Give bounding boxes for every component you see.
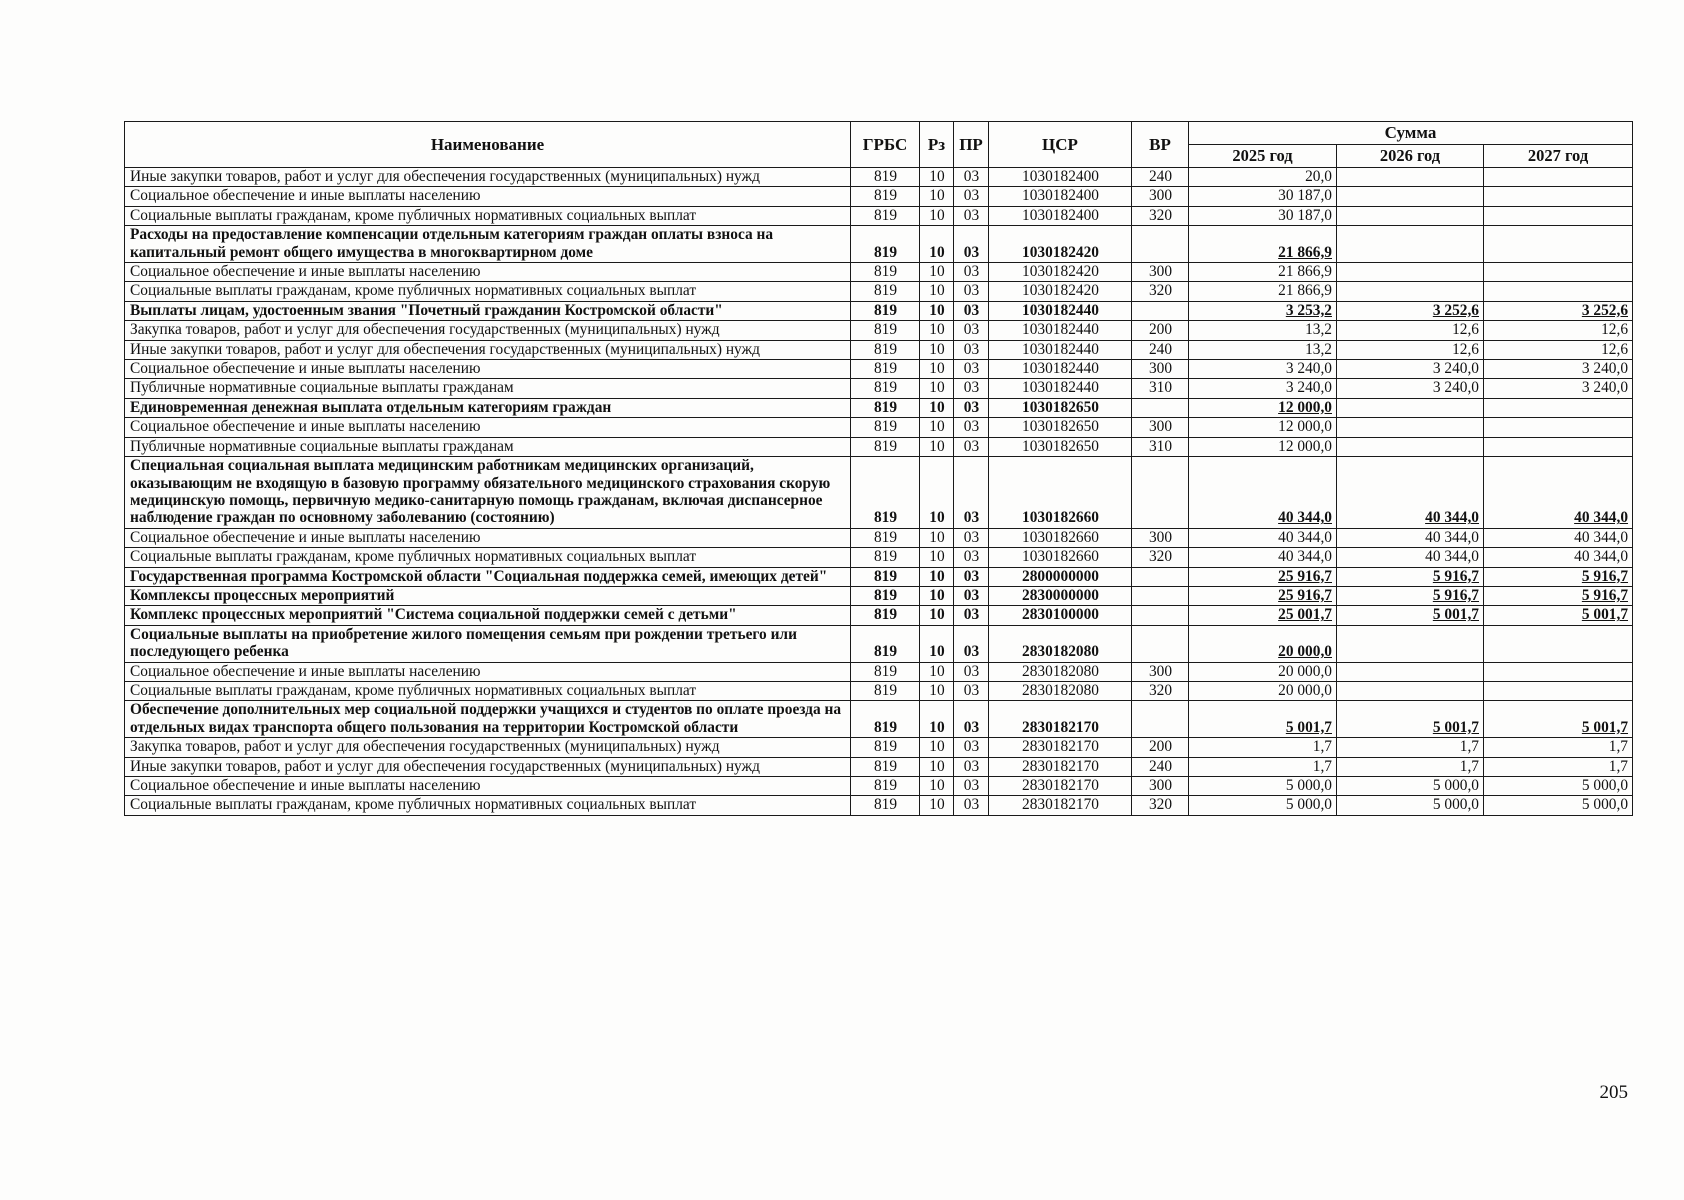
- cell-csr: 2830182080: [989, 681, 1132, 700]
- header-year-2025: 2025 год: [1189, 145, 1337, 168]
- table-row: [125, 437, 1633, 456]
- cell-csr: 2830182170: [989, 738, 1132, 757]
- cell-vr: 310: [1132, 437, 1189, 456]
- cell-rz: 10: [920, 418, 954, 437]
- cell-vr: 200: [1132, 321, 1189, 340]
- cell-vr: [1132, 226, 1189, 263]
- cell-vr: [1132, 701, 1189, 738]
- cell-2025: 1,7: [1189, 738, 1337, 757]
- cell-name: Социальные выплаты гражданам, кроме публичных нормативных социальных выплат: [125, 282, 851, 301]
- table-row: [125, 457, 1633, 529]
- cell-csr: 1030182650: [989, 418, 1132, 437]
- cell-pr: 03: [954, 662, 989, 681]
- table-row: [125, 379, 1633, 398]
- cell-2026: [1337, 437, 1484, 456]
- cell-vr: 240: [1132, 168, 1189, 187]
- cell-pr: 03: [954, 360, 989, 379]
- cell-rz: 10: [920, 777, 954, 796]
- cell-2026: 3 252,6: [1337, 301, 1484, 320]
- cell-grbs: 819: [851, 379, 920, 398]
- cell-rz: 10: [920, 437, 954, 456]
- cell-2027: 5 000,0: [1484, 796, 1633, 815]
- cell-csr: 1030182400: [989, 206, 1132, 225]
- cell-vr: 320: [1132, 796, 1189, 815]
- cell-2027: 5 000,0: [1484, 777, 1633, 796]
- table-row: [125, 340, 1633, 359]
- cell-2025: 20 000,0: [1189, 681, 1337, 700]
- cell-2025: 25 001,7: [1189, 606, 1337, 625]
- table-row: [125, 567, 1633, 586]
- cell-pr: 03: [954, 321, 989, 340]
- cell-vr: [1132, 567, 1189, 586]
- cell-2027: 40 344,0: [1484, 457, 1633, 529]
- cell-2027: 1,7: [1484, 757, 1633, 776]
- cell-name: Комплекс процессных мероприятий "Система социальной поддержки семей с детьми": [125, 606, 851, 625]
- cell-vr: 310: [1132, 379, 1189, 398]
- cell-grbs: 819: [851, 662, 920, 681]
- cell-2027: 5 001,7: [1484, 606, 1633, 625]
- cell-2026: [1337, 226, 1484, 263]
- cell-name: Социальные выплаты гражданам, кроме публичных нормативных социальных выплат: [125, 681, 851, 700]
- cell-2027: [1484, 662, 1633, 681]
- cell-rz: 10: [920, 701, 954, 738]
- cell-2025: 20,0: [1189, 168, 1337, 187]
- cell-grbs: 819: [851, 206, 920, 225]
- cell-name: Единовременная денежная выплата отдельным категориям граждан: [125, 398, 851, 417]
- cell-pr: 03: [954, 398, 989, 417]
- cell-2025: 3 240,0: [1189, 379, 1337, 398]
- cell-2027: 12,6: [1484, 321, 1633, 340]
- cell-rz: 10: [920, 398, 954, 417]
- cell-vr: 200: [1132, 738, 1189, 757]
- cell-pr: 03: [954, 681, 989, 700]
- cell-rz: 10: [920, 662, 954, 681]
- cell-2025: 21 866,9: [1189, 226, 1337, 263]
- cell-grbs: 819: [851, 226, 920, 263]
- cell-2025: 13,2: [1189, 321, 1337, 340]
- table-row: [125, 777, 1633, 796]
- cell-rz: 10: [920, 379, 954, 398]
- cell-2025: 40 344,0: [1189, 548, 1337, 567]
- table-row: [125, 398, 1633, 417]
- cell-pr: 03: [954, 625, 989, 662]
- cell-csr: 1030182440: [989, 321, 1132, 340]
- cell-2026: [1337, 168, 1484, 187]
- cell-2027: [1484, 168, 1633, 187]
- cell-2025: 5 001,7: [1189, 701, 1337, 738]
- table-row: [125, 206, 1633, 225]
- cell-2027: 12,6: [1484, 340, 1633, 359]
- cell-rz: 10: [920, 340, 954, 359]
- cell-pr: 03: [954, 301, 989, 320]
- cell-rz: 10: [920, 625, 954, 662]
- cell-rz: 10: [920, 606, 954, 625]
- cell-name: Публичные нормативные социальные выплаты гражданам: [125, 379, 851, 398]
- cell-vr: 300: [1132, 263, 1189, 282]
- cell-pr: 03: [954, 263, 989, 282]
- table-row: [125, 187, 1633, 206]
- cell-csr: 1030182420: [989, 263, 1132, 282]
- cell-name: Социальное обеспечение и иные выплаты населению: [125, 662, 851, 681]
- cell-2027: 3 252,6: [1484, 301, 1633, 320]
- cell-2026: [1337, 263, 1484, 282]
- cell-2027: 3 240,0: [1484, 360, 1633, 379]
- cell-2025: 3 253,2: [1189, 301, 1337, 320]
- cell-2026: 40 344,0: [1337, 548, 1484, 567]
- cell-csr: 2830182170: [989, 796, 1132, 815]
- cell-pr: 03: [954, 418, 989, 437]
- cell-2027: 40 344,0: [1484, 548, 1633, 567]
- cell-name: Выплаты лицам, удостоенным звания "Почетный гражданин Костромской области": [125, 301, 851, 320]
- cell-csr: 2830182170: [989, 777, 1132, 796]
- cell-2027: 5 001,7: [1484, 701, 1633, 738]
- cell-2027: [1484, 187, 1633, 206]
- cell-vr: [1132, 398, 1189, 417]
- cell-vr: [1132, 301, 1189, 320]
- cell-csr: 1030182400: [989, 168, 1132, 187]
- cell-2026: 1,7: [1337, 757, 1484, 776]
- cell-name: Социальные выплаты гражданам, кроме публичных нормативных социальных выплат: [125, 548, 851, 567]
- cell-vr: 300: [1132, 528, 1189, 547]
- cell-2025: 5 000,0: [1189, 796, 1337, 815]
- table-row: [125, 168, 1633, 187]
- cell-rz: 10: [920, 360, 954, 379]
- cell-pr: 03: [954, 187, 989, 206]
- cell-2026: [1337, 282, 1484, 301]
- page-number: 205: [1599, 1082, 1628, 1103]
- cell-2025: 12 000,0: [1189, 398, 1337, 417]
- cell-2027: [1484, 282, 1633, 301]
- cell-pr: 03: [954, 796, 989, 815]
- cell-name: Социальные выплаты на приобретение жилого помещения семьям при рождении третьего или последующего ребенка: [125, 625, 851, 662]
- cell-2025: 40 344,0: [1189, 457, 1337, 529]
- cell-grbs: 819: [851, 301, 920, 320]
- cell-2025: 20 000,0: [1189, 625, 1337, 662]
- cell-grbs: 819: [851, 586, 920, 605]
- cell-rz: 10: [920, 168, 954, 187]
- table-row: [125, 548, 1633, 567]
- cell-name: Расходы на предоставление компенсации отдельным категориям граждан оплаты взноса на капитальный ремонт общего имущества в многоквартирном доме: [125, 226, 851, 263]
- cell-vr: [1132, 457, 1189, 529]
- cell-2026: [1337, 398, 1484, 417]
- cell-pr: 03: [954, 757, 989, 776]
- cell-grbs: 819: [851, 567, 920, 586]
- cell-2026: [1337, 625, 1484, 662]
- table-row: [125, 301, 1633, 320]
- cell-2026: 5 916,7: [1337, 586, 1484, 605]
- cell-2025: 40 344,0: [1189, 528, 1337, 547]
- cell-csr: 1030182650: [989, 398, 1132, 417]
- cell-2027: 5 916,7: [1484, 567, 1633, 586]
- cell-rz: 10: [920, 301, 954, 320]
- cell-pr: 03: [954, 548, 989, 567]
- table-row: [125, 360, 1633, 379]
- header-vr: ВР: [1132, 122, 1189, 168]
- cell-name: Закупка товаров, работ и услуг для обеспечения государственных (муниципальных) нужд: [125, 738, 851, 757]
- cell-2026: [1337, 662, 1484, 681]
- cell-2026: [1337, 206, 1484, 225]
- cell-grbs: 819: [851, 340, 920, 359]
- cell-vr: 240: [1132, 340, 1189, 359]
- cell-vr: 320: [1132, 282, 1189, 301]
- cell-csr: 1030182420: [989, 226, 1132, 263]
- cell-name: Социальное обеспечение и иные выплаты населению: [125, 187, 851, 206]
- cell-csr: 2830182170: [989, 757, 1132, 776]
- cell-2025: 13,2: [1189, 340, 1337, 359]
- cell-2025: 30 187,0: [1189, 206, 1337, 225]
- cell-pr: 03: [954, 340, 989, 359]
- table-row: [125, 662, 1633, 681]
- cell-name: Социальное обеспечение и иные выплаты населению: [125, 777, 851, 796]
- cell-2026: 3 240,0: [1337, 379, 1484, 398]
- header-year-2027: 2027 год: [1484, 145, 1633, 168]
- cell-2025: 5 000,0: [1189, 777, 1337, 796]
- budget-table: [124, 121, 1633, 816]
- cell-csr: 2830182080: [989, 662, 1132, 681]
- cell-name: Социальные выплаты гражданам, кроме публичных нормативных социальных выплат: [125, 206, 851, 225]
- cell-pr: 03: [954, 437, 989, 456]
- cell-pr: 03: [954, 206, 989, 225]
- cell-pr: 03: [954, 379, 989, 398]
- cell-name: Иные закупки товаров, работ и услуг для обеспечения государственных (муниципальных) нужд: [125, 168, 851, 187]
- cell-grbs: 819: [851, 757, 920, 776]
- cell-2027: [1484, 226, 1633, 263]
- cell-csr: 1030182440: [989, 340, 1132, 359]
- cell-rz: 10: [920, 187, 954, 206]
- cell-name: Иные закупки товаров, работ и услуг для обеспечения государственных (муниципальных) нужд: [125, 757, 851, 776]
- cell-2027: [1484, 263, 1633, 282]
- cell-2025: 21 866,9: [1189, 282, 1337, 301]
- cell-2027: [1484, 437, 1633, 456]
- cell-2025: 1,7: [1189, 757, 1337, 776]
- cell-vr: 300: [1132, 187, 1189, 206]
- cell-2025: 21 866,9: [1189, 263, 1337, 282]
- cell-rz: 10: [920, 282, 954, 301]
- table-row: [125, 321, 1633, 340]
- cell-csr: 1030182440: [989, 360, 1132, 379]
- cell-2027: 1,7: [1484, 738, 1633, 757]
- cell-rz: 10: [920, 681, 954, 700]
- cell-name: Публичные нормативные социальные выплаты гражданам: [125, 437, 851, 456]
- cell-pr: 03: [954, 567, 989, 586]
- cell-grbs: 819: [851, 168, 920, 187]
- cell-name: Социальные выплаты гражданам, кроме публичных нормативных социальных выплат: [125, 796, 851, 815]
- table-row: [125, 263, 1633, 282]
- cell-grbs: 819: [851, 681, 920, 700]
- cell-rz: 10: [920, 548, 954, 567]
- cell-rz: 10: [920, 757, 954, 776]
- cell-name: Специальная социальная выплата медицинским работникам медицинских организаций, оказывающим не входящую в базовую программу обязательного медицинского страхования скорую медицинскую помощь, первичную медико-санитарную помощь гражданам, включая диспансерное наблюдение граждан по основному заболеванию (состоянию): [125, 457, 851, 529]
- cell-grbs: 819: [851, 457, 920, 529]
- cell-grbs: 819: [851, 548, 920, 567]
- table-header: [125, 122, 1633, 168]
- header-rz: Рз: [920, 122, 954, 168]
- cell-2025: 20 000,0: [1189, 662, 1337, 681]
- cell-rz: 10: [920, 226, 954, 263]
- cell-vr: 300: [1132, 418, 1189, 437]
- header-grbs: ГРБС: [851, 122, 920, 168]
- cell-name: Обеспечение дополнительных мер социальной поддержки учащихся и студентов по оплате проезда на отдельных видах транспорта общего пользования на территории Костромской области: [125, 701, 851, 738]
- table-row: [125, 738, 1633, 757]
- table-row: [125, 701, 1633, 738]
- header-pr: ПР: [954, 122, 989, 168]
- cell-grbs: 819: [851, 360, 920, 379]
- table-row: [125, 625, 1633, 662]
- cell-2026: 5 000,0: [1337, 777, 1484, 796]
- cell-grbs: 819: [851, 282, 920, 301]
- cell-rz: 10: [920, 528, 954, 547]
- cell-rz: 10: [920, 321, 954, 340]
- cell-csr: 1030182400: [989, 187, 1132, 206]
- cell-2027: 3 240,0: [1484, 379, 1633, 398]
- cell-2025: 12 000,0: [1189, 418, 1337, 437]
- cell-2026: 5 000,0: [1337, 796, 1484, 815]
- cell-csr: 2830000000: [989, 586, 1132, 605]
- cell-vr: 240: [1132, 757, 1189, 776]
- table-row: [125, 681, 1633, 700]
- cell-csr: 1030182440: [989, 301, 1132, 320]
- cell-csr: 1030182660: [989, 457, 1132, 529]
- cell-csr: 2800000000: [989, 567, 1132, 586]
- cell-grbs: 819: [851, 738, 920, 757]
- cell-vr: 320: [1132, 548, 1189, 567]
- cell-2026: [1337, 681, 1484, 700]
- cell-grbs: 819: [851, 418, 920, 437]
- table-row: [125, 796, 1633, 815]
- header-name: Наименование: [125, 122, 851, 168]
- header-sum: Сумма: [1189, 122, 1633, 145]
- cell-grbs: 819: [851, 777, 920, 796]
- cell-grbs: 819: [851, 398, 920, 417]
- cell-name: Социальное обеспечение и иные выплаты населению: [125, 263, 851, 282]
- cell-vr: 300: [1132, 662, 1189, 681]
- table-row: [125, 757, 1633, 776]
- cell-2026: 5 001,7: [1337, 606, 1484, 625]
- cell-pr: 03: [954, 606, 989, 625]
- cell-rz: 10: [920, 263, 954, 282]
- cell-2025: 3 240,0: [1189, 360, 1337, 379]
- cell-rz: 10: [920, 796, 954, 815]
- cell-csr: 2830100000: [989, 606, 1132, 625]
- cell-name: Социальное обеспечение и иные выплаты населению: [125, 528, 851, 547]
- cell-name: Комплексы процессных мероприятий: [125, 586, 851, 605]
- cell-rz: 10: [920, 206, 954, 225]
- cell-name: Государственная программа Костромской области "Социальная поддержка семей, имеющих детей": [125, 567, 851, 586]
- cell-pr: 03: [954, 777, 989, 796]
- cell-pr: 03: [954, 282, 989, 301]
- cell-csr: 2830182080: [989, 625, 1132, 662]
- cell-grbs: 819: [851, 625, 920, 662]
- cell-rz: 10: [920, 567, 954, 586]
- table-body: [125, 168, 1633, 816]
- cell-pr: 03: [954, 586, 989, 605]
- cell-pr: 03: [954, 738, 989, 757]
- cell-2027: [1484, 625, 1633, 662]
- cell-2027: 5 916,7: [1484, 586, 1633, 605]
- cell-pr: 03: [954, 168, 989, 187]
- cell-csr: 1030182660: [989, 548, 1132, 567]
- cell-pr: 03: [954, 528, 989, 547]
- cell-grbs: 819: [851, 796, 920, 815]
- cell-rz: 10: [920, 586, 954, 605]
- cell-vr: 320: [1132, 681, 1189, 700]
- table-row: [125, 418, 1633, 437]
- cell-pr: 03: [954, 457, 989, 529]
- cell-name: Социальное обеспечение и иные выплаты населению: [125, 360, 851, 379]
- cell-csr: 1030182420: [989, 282, 1132, 301]
- cell-2026: 1,7: [1337, 738, 1484, 757]
- cell-vr: 320: [1132, 206, 1189, 225]
- cell-rz: 10: [920, 738, 954, 757]
- table-row: [125, 586, 1633, 605]
- table-row: [125, 528, 1633, 547]
- cell-2027: 40 344,0: [1484, 528, 1633, 547]
- cell-2026: 3 240,0: [1337, 360, 1484, 379]
- cell-2026: [1337, 418, 1484, 437]
- cell-csr: 1030182440: [989, 379, 1132, 398]
- table-row: [125, 606, 1633, 625]
- cell-grbs: 819: [851, 321, 920, 340]
- cell-vr: [1132, 606, 1189, 625]
- cell-csr: 2830182170: [989, 701, 1132, 738]
- cell-grbs: 819: [851, 187, 920, 206]
- cell-2026: [1337, 187, 1484, 206]
- cell-vr: [1132, 625, 1189, 662]
- cell-name: Иные закупки товаров, работ и услуг для обеспечения государственных (муниципальных) нужд: [125, 340, 851, 359]
- cell-grbs: 819: [851, 701, 920, 738]
- cell-2026: 40 344,0: [1337, 457, 1484, 529]
- cell-csr: 1030182650: [989, 437, 1132, 456]
- header-year-2026: 2026 год: [1337, 145, 1484, 168]
- cell-2027: [1484, 398, 1633, 417]
- cell-2026: 5 001,7: [1337, 701, 1484, 738]
- cell-2027: [1484, 418, 1633, 437]
- cell-2026: 40 344,0: [1337, 528, 1484, 547]
- cell-2027: [1484, 206, 1633, 225]
- cell-2026: 12,6: [1337, 321, 1484, 340]
- cell-grbs: 819: [851, 263, 920, 282]
- cell-grbs: 819: [851, 528, 920, 547]
- cell-2025: 12 000,0: [1189, 437, 1337, 456]
- cell-2027: [1484, 681, 1633, 700]
- cell-rz: 10: [920, 457, 954, 529]
- cell-vr: [1132, 586, 1189, 605]
- cell-2026: 12,6: [1337, 340, 1484, 359]
- cell-2025: 30 187,0: [1189, 187, 1337, 206]
- cell-name: Социальное обеспечение и иные выплаты населению: [125, 418, 851, 437]
- header-csr: ЦСР: [989, 122, 1132, 168]
- cell-grbs: 819: [851, 606, 920, 625]
- cell-vr: 300: [1132, 360, 1189, 379]
- cell-name: Закупка товаров, работ и услуг для обеспечения государственных (муниципальных) нужд: [125, 321, 851, 340]
- cell-2026: 5 916,7: [1337, 567, 1484, 586]
- table-row: [125, 282, 1633, 301]
- cell-2025: 25 916,7: [1189, 586, 1337, 605]
- cell-pr: 03: [954, 701, 989, 738]
- cell-2025: 25 916,7: [1189, 567, 1337, 586]
- cell-pr: 03: [954, 226, 989, 263]
- cell-vr: 300: [1132, 777, 1189, 796]
- table-row: [125, 226, 1633, 263]
- cell-csr: 1030182660: [989, 528, 1132, 547]
- cell-grbs: 819: [851, 437, 920, 456]
